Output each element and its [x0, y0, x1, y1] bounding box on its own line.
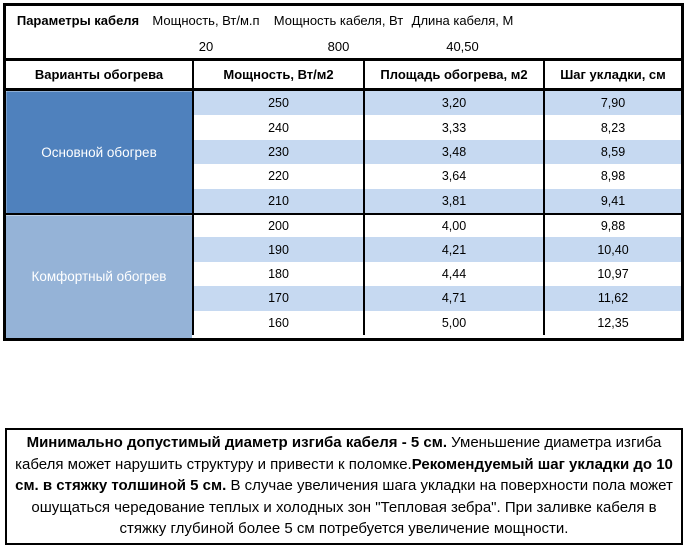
step-cell: 7,90: [543, 91, 681, 115]
power-cell: 230: [192, 140, 363, 164]
power-cell: 160: [192, 311, 363, 335]
params-header-filler: [510, 6, 681, 35]
power-per-meter-value: 20: [198, 39, 214, 54]
power-cell: 180: [192, 262, 363, 286]
main-heating-label: Основной обогрев: [6, 91, 192, 213]
step-cell: 8,98: [543, 164, 681, 188]
data-block: [3, 91, 684, 341]
step-cell: 8,23: [543, 115, 681, 139]
area-cell: 3,48: [363, 140, 543, 164]
installation-note: Минимально допустимый диаметр изгиба кабеля - 5 см. Уменьшение диаметра изгиба кабеля может нарушить структуру и привести к поломке.Рекомендуемый шаг укладки до 10 см. в стяжку толшиной 5 см. В случае увеличения шага укладки на поверхности пола может ошущаться чередование теплых и холодных зон "Тепловая зебра". При заливке кабеля в стяжку глубиной более 5 см потребуется увеличение мощности.: [5, 428, 683, 545]
power-cell: 250: [192, 91, 363, 115]
area-cell: 3,64: [363, 164, 543, 188]
area-cell: 4,00: [363, 213, 543, 237]
step-cell: 10,40: [543, 237, 681, 261]
step-cell: 9,41: [543, 189, 681, 213]
area-cell: 3,33: [363, 115, 543, 139]
power-per-meter-header: Мощность, Вт/м.п: [152, 13, 260, 28]
power-cell: 210: [192, 189, 363, 213]
section-label-column: [6, 91, 192, 338]
area-cell: 3,81: [363, 189, 543, 213]
power-cell: 240: [192, 115, 363, 139]
data-grid: [192, 91, 681, 338]
variants-header-row: [3, 61, 684, 91]
area-cell: 4,21: [363, 237, 543, 261]
step-cell: 8,59: [543, 140, 681, 164]
params-value-filler: [510, 35, 681, 58]
variants-title: Варианты обогрева: [34, 67, 164, 82]
step-cell: 12,35: [543, 311, 681, 335]
cable-power-header: Мощность кабеля, Вт: [273, 13, 404, 28]
cable-length-value: 40,50: [446, 39, 479, 54]
comfort-heating-label: Комфортный обогрев: [6, 213, 192, 338]
cable-power-value: 800: [327, 39, 350, 54]
step-cell: 10,97: [543, 262, 681, 286]
power-cell: 220: [192, 164, 363, 188]
area-cell: 3,20: [363, 91, 543, 115]
area-column-header: Площадь обогрева, м2: [363, 61, 543, 88]
params-block: [3, 3, 684, 61]
area-cell: 4,71: [363, 286, 543, 310]
cable-length-header: Длина кабеля, М: [411, 13, 514, 28]
area-cell: 4,44: [363, 262, 543, 286]
power-cell: 170: [192, 286, 363, 310]
step-cell: 9,88: [543, 213, 681, 237]
cable-params-table: [3, 3, 684, 341]
params-title-empty: [6, 35, 150, 58]
power-cell: 200: [192, 213, 363, 237]
power-cell: 190: [192, 237, 363, 261]
area-cell: 5,00: [363, 311, 543, 335]
power-column-header: Мощность, Вт/м2: [192, 61, 363, 88]
params-title: Параметры кабеля: [16, 13, 140, 28]
step-cell: 11,62: [543, 286, 681, 310]
step-column-header: Шаг укладки, см: [543, 61, 681, 88]
